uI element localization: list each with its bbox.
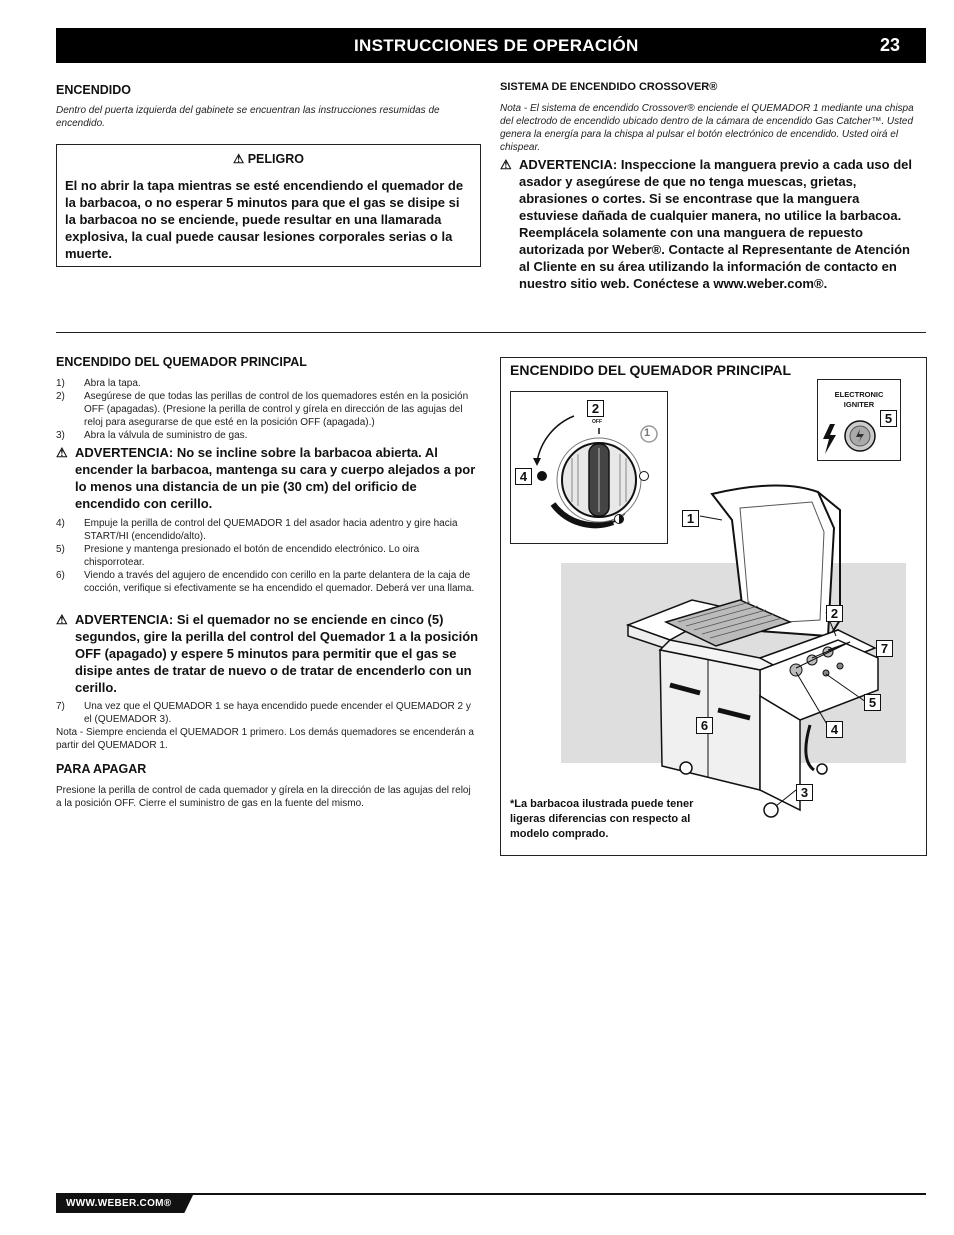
warning-lean-text: ADVERTENCIA: No se incline sobre la barbacoa abierta. Al encender la barbacoa, mantenga su cara y cuerpo alejados a por lo menos una distancia de un pie (30 cm) del orificio de encendido con cerillo. xyxy=(75,445,476,511)
list-item: 6) Viendo a través del agujero de encendido con cerillo en la parte delantera de la caja de cocción, verifique si efectivamente se ha encendido el quemador. Deberá ver una llama. xyxy=(56,570,475,594)
callout-6-grill: 6 xyxy=(696,717,713,734)
list-item: 4) Empuje la perilla de control del QUEMADOR 1 del asador hacia adentro y gire hacia START/HI (encendido/alto). xyxy=(56,518,458,542)
steps-block-a xyxy=(56,377,476,442)
page-number: 23 xyxy=(880,35,901,55)
encendido-heading: ENCENDIDO xyxy=(56,83,132,97)
knob-rotation-number: 1 xyxy=(644,427,651,439)
list-item: 5) Presione y mantenga presionado el botón de encendido electrónico. Lo oira chisporrotear. xyxy=(56,544,420,568)
warning-no-ignite xyxy=(56,611,482,696)
callout-5-grill: 5 xyxy=(864,694,881,711)
danger-title: PELIGRO xyxy=(247,152,304,166)
lightning-bolt-icon xyxy=(823,424,836,454)
callout-4-grill: 4 xyxy=(826,721,843,738)
knob-off-label: OFF xyxy=(592,419,602,425)
callout-7-grill: 7 xyxy=(876,640,893,657)
callout-4-knob: 4 xyxy=(515,468,532,485)
list-item: 2) Asegúrese de que todas las perillas de control de los quemadores estén en la posición OFF (apagadas). (Presione la perilla de control y gírela en dirección de las agujas del reloj para asegurarse de que esté en la posición OFF (apagada).) xyxy=(56,391,469,428)
figure-disclaimer: *La barbacoa ilustrada puede tener ligeras diferencias con respecto al modelo comprado. xyxy=(510,798,694,840)
danger-box xyxy=(56,144,481,267)
footer-url: WWW.WEBER.COM® xyxy=(66,1198,172,1209)
igniter-label-2: IGNITER xyxy=(843,400,875,409)
section-divider xyxy=(56,332,926,333)
grill-illustration xyxy=(600,480,910,830)
warning-triangle-icon: ⚠ xyxy=(233,152,245,166)
callout-1-grill: 1 xyxy=(682,510,699,527)
main-burner-note: Nota - Siempre encienda el QUEMADOR 1 primero. Los demás quemadores se encenderán a partir del QUEMADOR 1. xyxy=(56,727,474,751)
page-title: INSTRUCCIONES DE OPERACIÓN xyxy=(354,36,639,55)
apagar-heading: PARA APAGAR xyxy=(56,762,147,776)
figure-title: ENCENDIDO DEL QUEMADOR PRINCIPAL xyxy=(510,362,792,378)
crossover-note: Nota - El sistema de encendido Crossover® enciende el QUEMADOR 1 mediante una chispa del electrodo de encendido ubicado dentro de la cámara de encendido Gas Catcher™. Usted genera la energía para la chispa al pulsar el botón electrónico de encendido. Usted oirá el chispear. xyxy=(500,103,914,153)
list-item: 1) Abra la tapa. xyxy=(56,378,141,389)
callout-2-knob: 2 xyxy=(587,400,604,417)
list-item: 7) Una vez que el QUEMADOR 1 se haya encendido puede encender el QUEMADOR 2 y el (QUEMADOR 3). xyxy=(56,701,471,725)
warning-triangle-icon: ⚠ xyxy=(56,445,68,460)
steps-block-c xyxy=(56,700,476,752)
list-item: 3) Abra la válvula de suministro de gas. xyxy=(56,430,248,441)
warning-triangle-icon: ⚠ xyxy=(56,612,68,627)
callout-5-igniter: 5 xyxy=(880,410,897,427)
callout-3-grill: 3 xyxy=(796,784,813,801)
danger-heading xyxy=(57,151,480,166)
crossover-heading: SISTEMA DE ENCENDIDO CROSSOVER® xyxy=(500,81,718,93)
main-burner-heading: ENCENDIDO DEL QUEMADOR PRINCIPAL xyxy=(56,355,307,369)
warning-lean xyxy=(56,444,482,512)
apagar-text: Presione la perilla de control de cada quemador y gírela en la dirección de las agujas del reloj a la posición OFF. Cierre el suministro de gas en la fuente del mismo. xyxy=(56,785,471,809)
callout-2-grill: 2 xyxy=(826,605,843,622)
danger-text: El no abrir la tapa mientras se esté encendiendo el quemador de la barbacoa, o no esperar 5 minutos para que el gas se disipe si la barbacoa no se enciende, puede resultar en una llamarada explosiva, la cual puede causar lesiones corporales serias o la muerte. xyxy=(65,178,464,261)
warning-no-ignite-text: ADVERTENCIA: Si el quemador no se enciende en cinco (5) segundos, gire la perilla del control del Quemador 1 a la posición OFF (apagado) y espere 5 minutos para permitir que el gas se disipe antes de tratar de nuevo o de tratar de encenderlo con un cerillo. xyxy=(75,612,479,695)
crossover-warning xyxy=(500,156,922,292)
steps-block-b xyxy=(56,517,476,595)
encendido-note: Dentro del puerta izquierda del gabinete se encuentran las instrucciones resumidas de encendido. xyxy=(56,105,440,129)
warning-triangle-icon: ⚠ xyxy=(500,157,512,172)
igniter-label-1: ELECTRONIC xyxy=(834,390,884,399)
crossover-warning-text: ADVERTENCIA: Inspeccione la manguera previo a cada uso del asador y asegúrese de que no tenga muescas, grietas, abrasiones o cortes. Si se encontrase que la manguera estuviese dañada de cualquier manera, no utilice la barbacoa. Reemplácela solamente con una manguera de repuesto autorizada por Weber®. Contacte al Representante de Atención al Cliente en su área utilizando la información de contacto en nuestro sitio web. Conéctese a www.weber.com®. xyxy=(519,157,912,291)
